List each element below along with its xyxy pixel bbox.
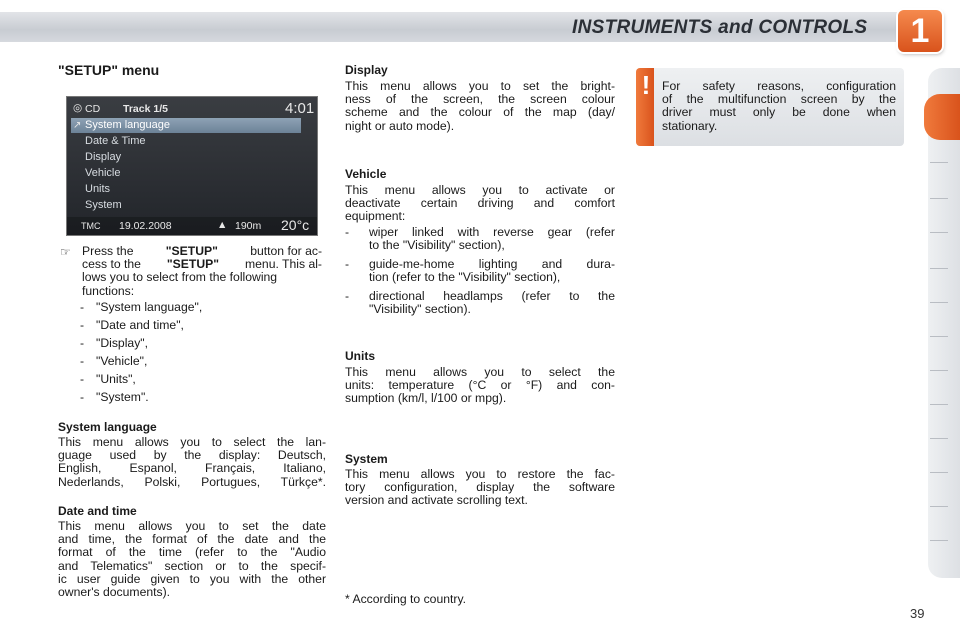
vehicle-equipment-list	[345, 226, 615, 322]
chapter-tabs	[928, 68, 960, 578]
list-item: - directional headlamps (refer to the "Visibility" section).	[345, 289, 615, 317]
system-text: This menu allows you to restore the fac- tory configuration, display the software version and activate scrolling text.	[345, 467, 615, 508]
system-language-heading: System language	[58, 420, 157, 434]
screen-tmc: TMC	[81, 221, 101, 231]
screen-menu-item: Units	[85, 183, 111, 195]
units-heading: Units	[345, 349, 375, 363]
list-item: - "Vehicle",	[80, 354, 148, 368]
tab-divider	[930, 506, 948, 507]
units-text: This menu allows you to select the units: temperature (°C or °F) and con- sumption (km/l, l/100 or mpg).	[345, 365, 615, 406]
screen-menu-item: Date & Time	[85, 135, 146, 147]
multifunction-screen-photo	[66, 96, 318, 236]
list-item: - "Date and time",	[80, 318, 184, 332]
altitude-icon: ▲	[217, 219, 228, 231]
safety-note-text: For safety reasons, configuration of the multifunction screen by the driver must only be done when stationary.	[662, 79, 896, 133]
tab-divider	[930, 268, 948, 269]
system-language-text: This menu allows you to select the lan- guage used by the display: Deutsch, English, Espanol, Français, Italiano, Nederlands, Polski, Portugues, Türkçe*.	[58, 435, 326, 489]
intro-text: functions:	[82, 283, 135, 298]
list-item: - wiper linked with reverse gear (refer to the "Visibility" section),	[345, 225, 615, 253]
vehicle-heading: Vehicle	[345, 167, 387, 181]
chapter-title: INSTRUMENTS and CONTROLS	[572, 17, 868, 38]
tab-divider	[930, 540, 948, 541]
list-item: - "Display",	[80, 336, 148, 350]
active-chapter-tab	[924, 94, 960, 140]
intro-text: Press the	[82, 244, 134, 258]
screen-status-bar	[67, 217, 317, 235]
list-item: - "System language",	[80, 300, 203, 314]
list-item: - "Units",	[80, 372, 136, 386]
intro-text: menu. This al-	[245, 257, 322, 272]
screen-altitude: 190m	[235, 220, 262, 232]
section-title: "SETUP" menu	[58, 62, 160, 78]
screen-source: CD	[85, 103, 101, 115]
screen-date: 19.02.2008	[119, 220, 172, 232]
page-header	[0, 0, 960, 56]
list-item: - guide-me-home lighting and dura- tion (refer to the "Visibility" section),	[345, 257, 615, 285]
screen-menu-item: Display	[85, 151, 122, 163]
tab-divider	[930, 404, 948, 405]
tab-divider	[930, 370, 948, 371]
screen-temperature: 20°c	[281, 217, 310, 233]
screen-menu-item: System language	[85, 119, 170, 131]
list-item: - "System".	[80, 390, 149, 404]
screen-menu-item: Vehicle	[85, 167, 121, 179]
page-number: 39	[910, 606, 925, 621]
bullet-icon: ☞	[60, 245, 71, 259]
display-heading: Display	[345, 63, 388, 77]
screen-clock: 4:01	[285, 100, 315, 117]
vehicle-text: This menu allows you to activate or deactivate certain driving and comfort equipment:	[345, 183, 615, 224]
warning-icon: !	[641, 70, 651, 100]
chapter-number-badge: 1	[898, 10, 942, 52]
date-time-text: This menu allows you to set the date and time, the format of the date and the format of the time (refer to the "Audio and Telematics" section or to the specif- ic user guide given to you with the other owner's documents).	[58, 519, 326, 600]
tab-divider	[930, 336, 948, 337]
screen-menu-item: System	[85, 199, 122, 211]
screen-track: Track 1/5	[123, 103, 168, 115]
date-time-heading: Date and time	[58, 504, 137, 518]
functions-list	[80, 301, 202, 409]
setup-menu-label: "SETUP"	[166, 257, 220, 272]
tab-divider	[930, 232, 948, 233]
footnote: * According to country.	[345, 592, 467, 606]
tab-divider	[930, 472, 948, 473]
intro-text: lows you to select from the following	[82, 270, 278, 285]
display-text: This menu allows you to set the bright- ness of the screen, the screen colour scheme and the colour of the map (day/ night or auto mode).	[345, 79, 615, 133]
cd-icon: ◎	[73, 102, 83, 114]
tab-divider	[930, 198, 948, 199]
system-heading: System	[345, 452, 388, 466]
tab-divider	[930, 162, 948, 163]
intro-paragraph	[82, 245, 322, 298]
setup-button-label: "SETUP"	[165, 244, 218, 258]
screen-top-bar	[67, 99, 317, 117]
tab-divider	[930, 302, 948, 303]
pointer-icon: ↗	[73, 120, 82, 131]
intro-text: cess to the	[82, 257, 141, 272]
tab-divider	[930, 438, 948, 439]
intro-text: button for ac-	[250, 244, 322, 258]
